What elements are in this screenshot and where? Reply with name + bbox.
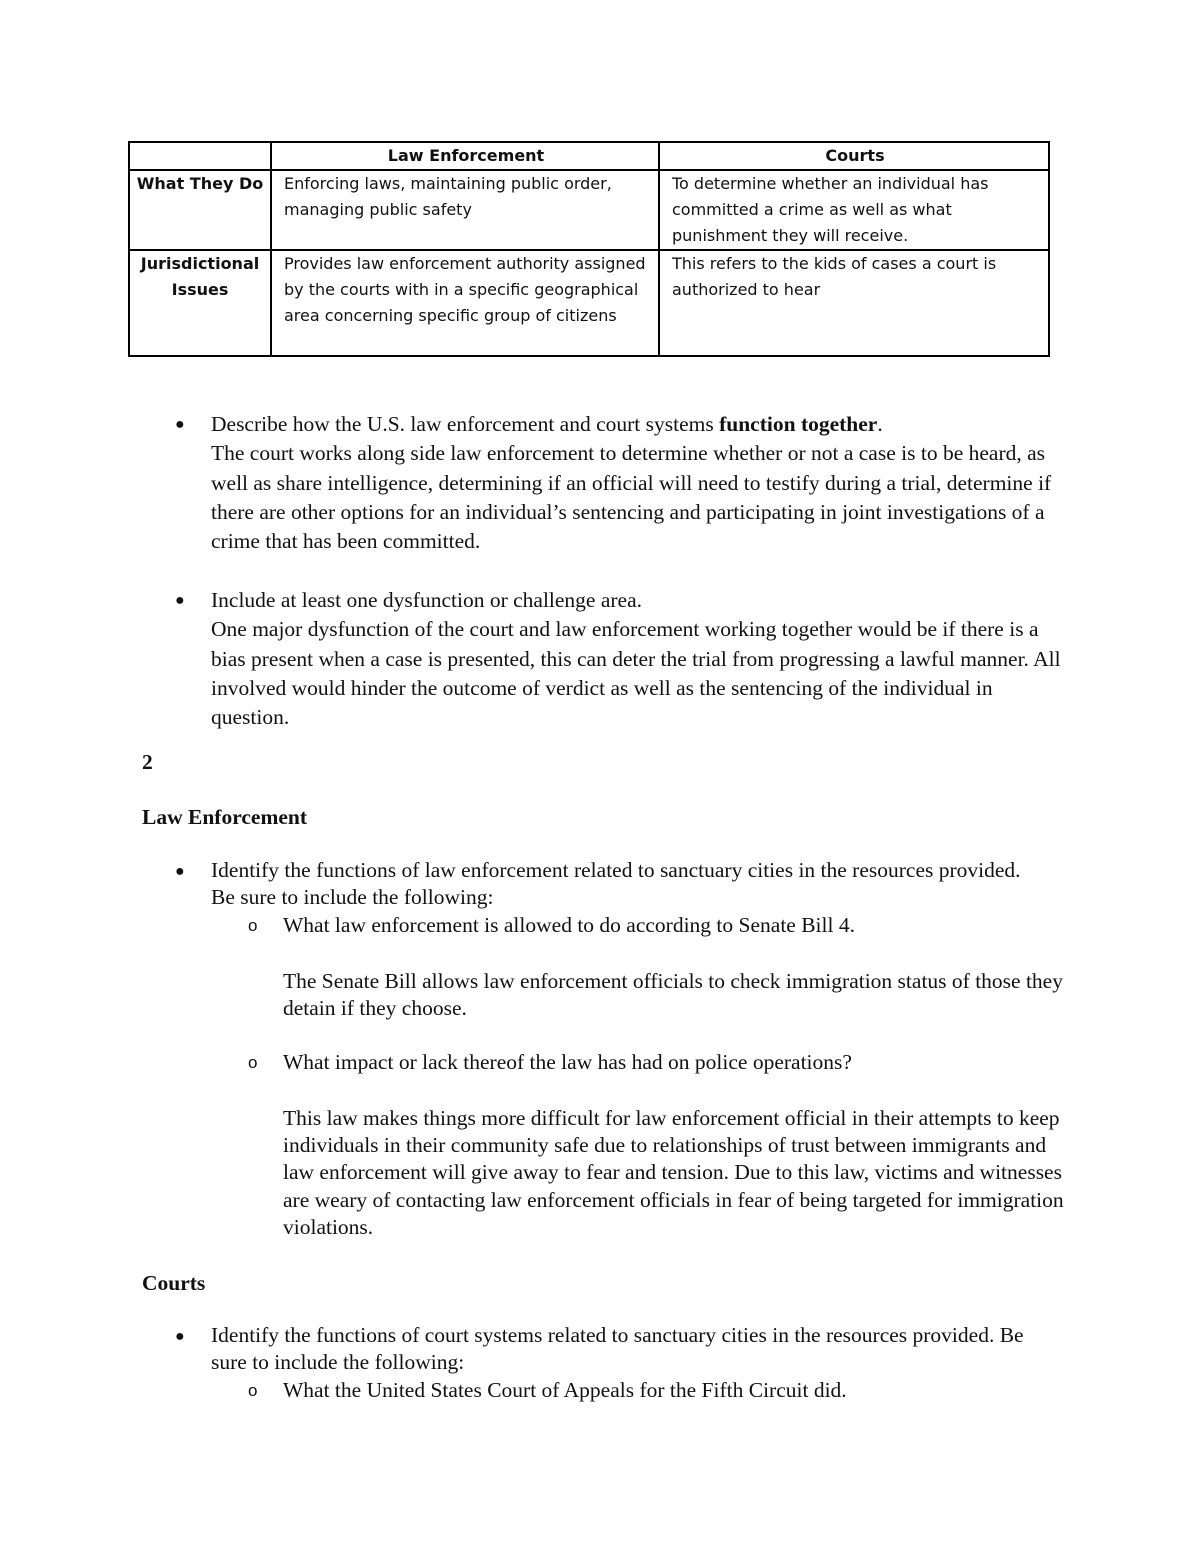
bullet-answer: The court works along side law enforcement to determine whether or not a case is to be heard, as well as share intelligence, determining if an official will need to testify during a trial, determine if there are other options for an individual’s sentencing and participating in joint investigations of a crime that has been committed. — [211, 441, 1052, 554]
sub-answer: The Senate Bill allows law enforcement officials to check immigration status of those they detain if they choose. — [283, 969, 1063, 1021]
bullet-icon: ● — [175, 1328, 185, 1345]
sub-question: What law enforcement is allowed to do according to Senate Bill 4. — [283, 913, 855, 937]
cell-law-enforcement-jurisdiction: Provides law enforcement authority assigned by the courts with in a specific geographical area concerning specific group of citizens — [271, 250, 659, 356]
sub-item-senate-bill — [248, 912, 1063, 939]
bullet-dysfunction — [175, 586, 1061, 732]
circle-bullet-icon: o — [248, 1381, 258, 1400]
row-label-what-they-do: What They Do — [129, 170, 271, 250]
bullet-prompt: Identify the functions of court systems related to sanctuary cities in the resources provided. Be sure to include the following: — [211, 1323, 1024, 1375]
bullet-icon: ● — [175, 592, 185, 609]
bullet-function-together — [175, 410, 1061, 556]
table-header-law-enforcement: Law Enforcement — [271, 142, 659, 170]
heading-law-enforcement: Law Enforcement — [142, 805, 308, 829]
sub-item-police-impact — [248, 1049, 1063, 1076]
table-header-row — [129, 142, 1049, 170]
row-label-jurisdictional-issues: Jurisdictional Issues — [129, 250, 271, 356]
cell-courts-what: To determine whether an individual has committed a crime as well as what punishment they will receive. — [659, 170, 1049, 250]
bullet-prompt: Identify the functions of law enforcement related to sanctuary cities in the resources provided. Be sure to include the following: — [211, 858, 1021, 910]
table-row — [129, 250, 1049, 356]
comparison-table — [128, 141, 1050, 357]
table-header-courts: Courts — [659, 142, 1049, 170]
circle-bullet-icon: o — [248, 1053, 258, 1072]
heading-courts: Courts — [142, 1271, 206, 1295]
bullet-icon: ● — [175, 863, 185, 880]
bullet-law-functions — [175, 857, 1031, 911]
sub-question: What the United States Court of Appeals for the Fifth Circuit did. — [283, 1378, 847, 1402]
sub-question: What impact or lack thereof the law has had on police operations? — [283, 1050, 852, 1074]
circle-bullet-icon: o — [248, 916, 258, 935]
bullet-prompt: Describe how the U.S. law enforcement and court systems function together. — [211, 412, 883, 436]
cell-law-enforcement-what: Enforcing laws, maintaining public order, managing public safety — [271, 170, 659, 250]
bullet-answer: One major dysfunction of the court and law enforcement working together would be if there is a bias present when a case is presented, this can deter the trial from progressing a lawful manner. All involved would hinder the outcome of verdict as well as the sentencing of the individual in question. — [211, 617, 1061, 730]
bold-emphasis: function together — [719, 412, 878, 436]
sub-answer-senate-bill — [283, 968, 1063, 1022]
table-header-empty — [129, 142, 271, 170]
sub-answer-police-impact — [283, 1105, 1068, 1241]
sub-answer: This law makes things more difficult for law enforcement official in their attempts to keep individuals in their community safe due to relationships of trust between immigrants and law enforcement will give away to fear and tension. Due to this law, victims and witnesses are weary of contacting law enforcement officials in fear of being targeted for immigration violations. — [283, 1106, 1064, 1239]
cell-courts-jurisdiction: This refers to the kids of cases a court is authorized to hear — [659, 250, 1049, 356]
table-row — [129, 170, 1049, 250]
bullet-court-functions — [175, 1322, 1031, 1376]
sub-item-fifth-circuit — [248, 1377, 1063, 1404]
bullet-icon: ● — [175, 416, 185, 433]
section-number: 2 — [142, 750, 153, 774]
bullet-prompt: Include at least one dysfunction or challenge area. — [211, 588, 643, 612]
